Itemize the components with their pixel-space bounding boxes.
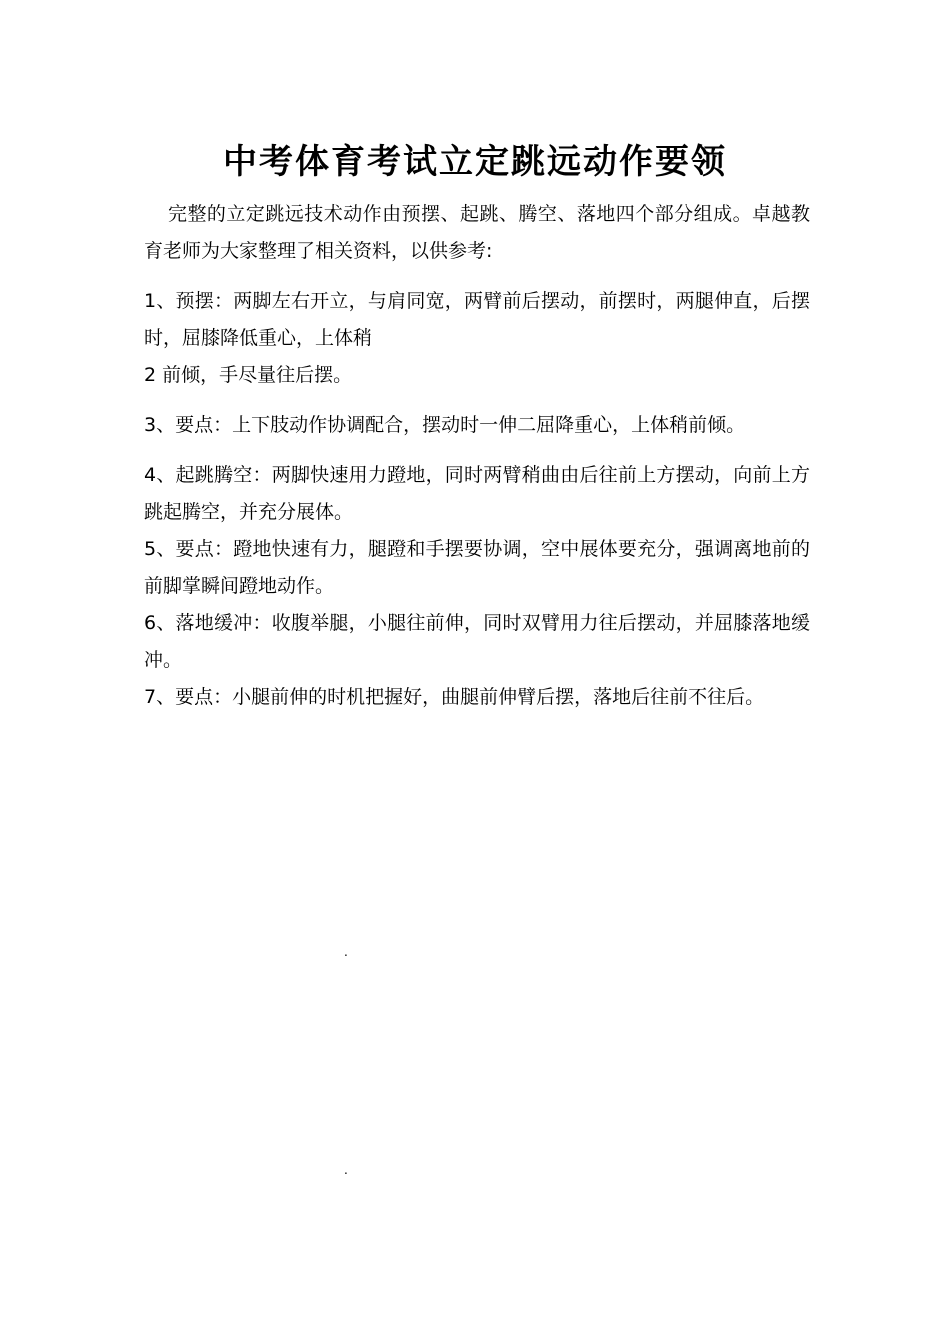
footer-mark: .: [344, 945, 348, 959]
step-7-paragraph: 7、要点：小腿前伸的时机把握好，曲腿前伸臂后摆，落地后往前不往后。: [144, 686, 765, 708]
step-2-paragraph: 2 前倾，手尽量往后摆。: [144, 364, 353, 386]
step-5-paragraph: 5、要点：蹬地快速有力，腿蹬和手摆要协调，空中展体要充分，强调离地前的前脚掌瞬间蹬地动作。: [144, 538, 810, 597]
step-1-paragraph: 1、预摆：两脚左右开立，与肩同宽，两臂前后摆动，前摆时，两腿伸直，后摆时，屈膝降低重心，上体稍: [144, 290, 810, 349]
document-body: [144, 196, 810, 716]
intro-paragraph: 完整的立定跳远技术动作由预摆、起跳、腾空、落地四个部分组成。卓越教育老师为大家整理了相关资料，以供参考:: [144, 203, 810, 262]
step-3-paragraph: 3、要点：上下肢动作协调配合，摆动时一伸二屈降重心，上体稍前倾。: [144, 414, 746, 436]
footer-mark: .: [344, 1163, 348, 1177]
step-4-paragraph: 4、起跳腾空：两脚快速用力蹬地，同时两臂稍曲由后往前上方摆动，向前上方跳起腾空，并充分展体。: [144, 464, 810, 523]
step-6-paragraph: 6、落地缓冲：收腹举腿，小腿往前伸，同时双臂用力往后摆动，并屈膝落地缓冲。: [144, 612, 810, 671]
document-title: 中考体育考试立定跳远动作要领: [223, 142, 727, 182]
